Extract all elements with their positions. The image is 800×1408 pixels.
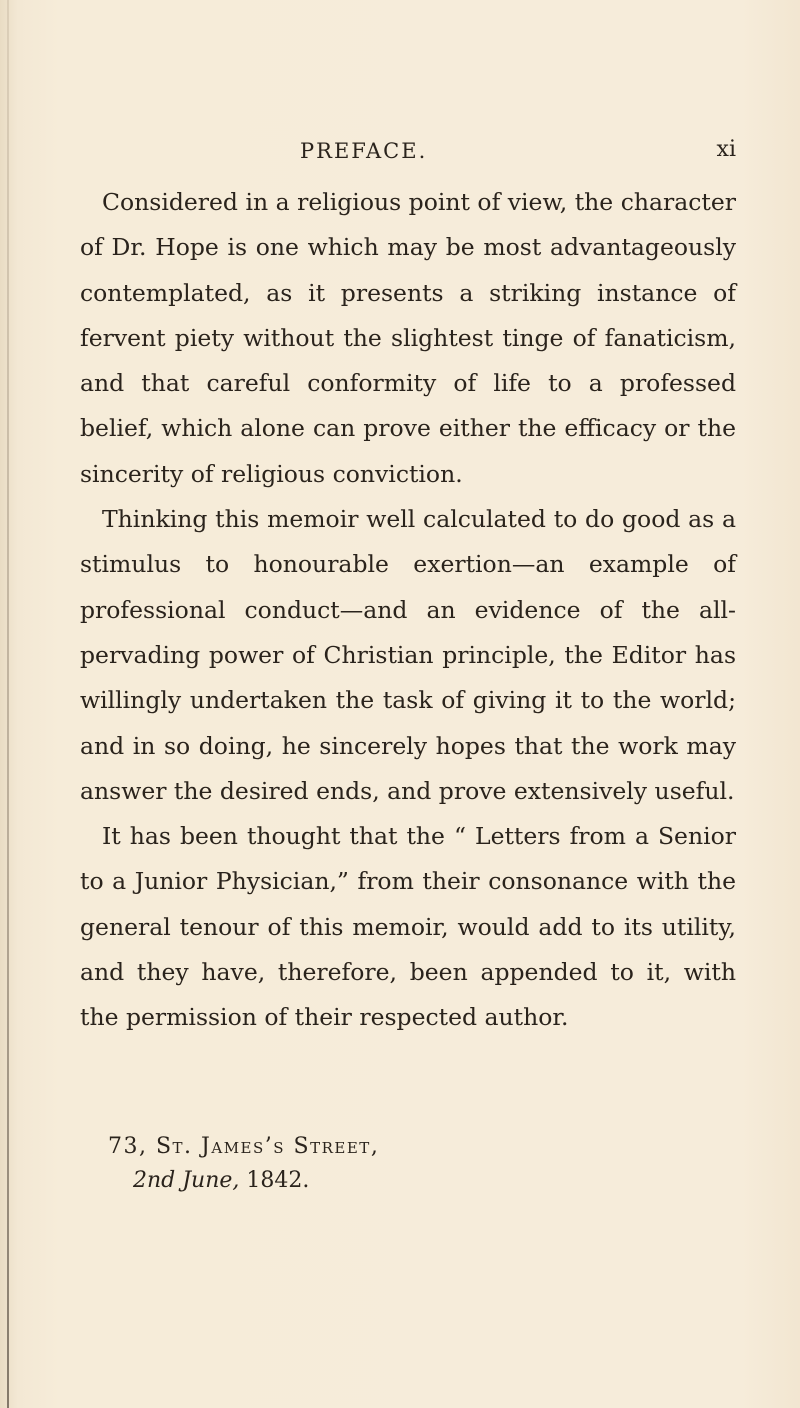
paragraph-2: Thinking this memoir well calculated to do good as a stimulus to honourable exertion—an example of professional conduct—and an evidence of the all-pervading power of Christian principle, the Editor has willingly undertaken the task of giving it to the world; and in so doing, he sincerely hopes that the work may answer the desired ends, and prove extensively useful.	[80, 505, 736, 805]
page-number: xi	[716, 137, 736, 162]
signoff-year: 1842.	[246, 1168, 310, 1193]
signoff-date	[108, 1164, 379, 1198]
page-header	[60, 139, 736, 169]
signoff	[108, 1130, 379, 1198]
page-gutter	[7, 0, 9, 1408]
signoff-address: 73, St. James’s Street,	[108, 1134, 380, 1159]
running-head: PREFACE.	[300, 139, 428, 163]
signoff-day-month: 2nd June,	[133, 1168, 240, 1193]
preface-body	[80, 180, 736, 1041]
paragraph-3: It has been thought that the “ Letters from a Senior to a Junior Physician,” from their consonance with the general tenour of this memoir, would add to its utility, and they have, therefore, been appended to it, with the permission of their respected author.	[80, 822, 736, 1032]
paragraph-1: Considered in a religious point of view, the character of Dr. Hope is one which may be most advantageously contemplated, as it presents a striking instance of fervent piety without the slightest tinge of fanaticism, and that careful conformity of life to a professed belief, which alone can prove either the efficacy or the sincerity of religious conviction.	[80, 188, 736, 488]
